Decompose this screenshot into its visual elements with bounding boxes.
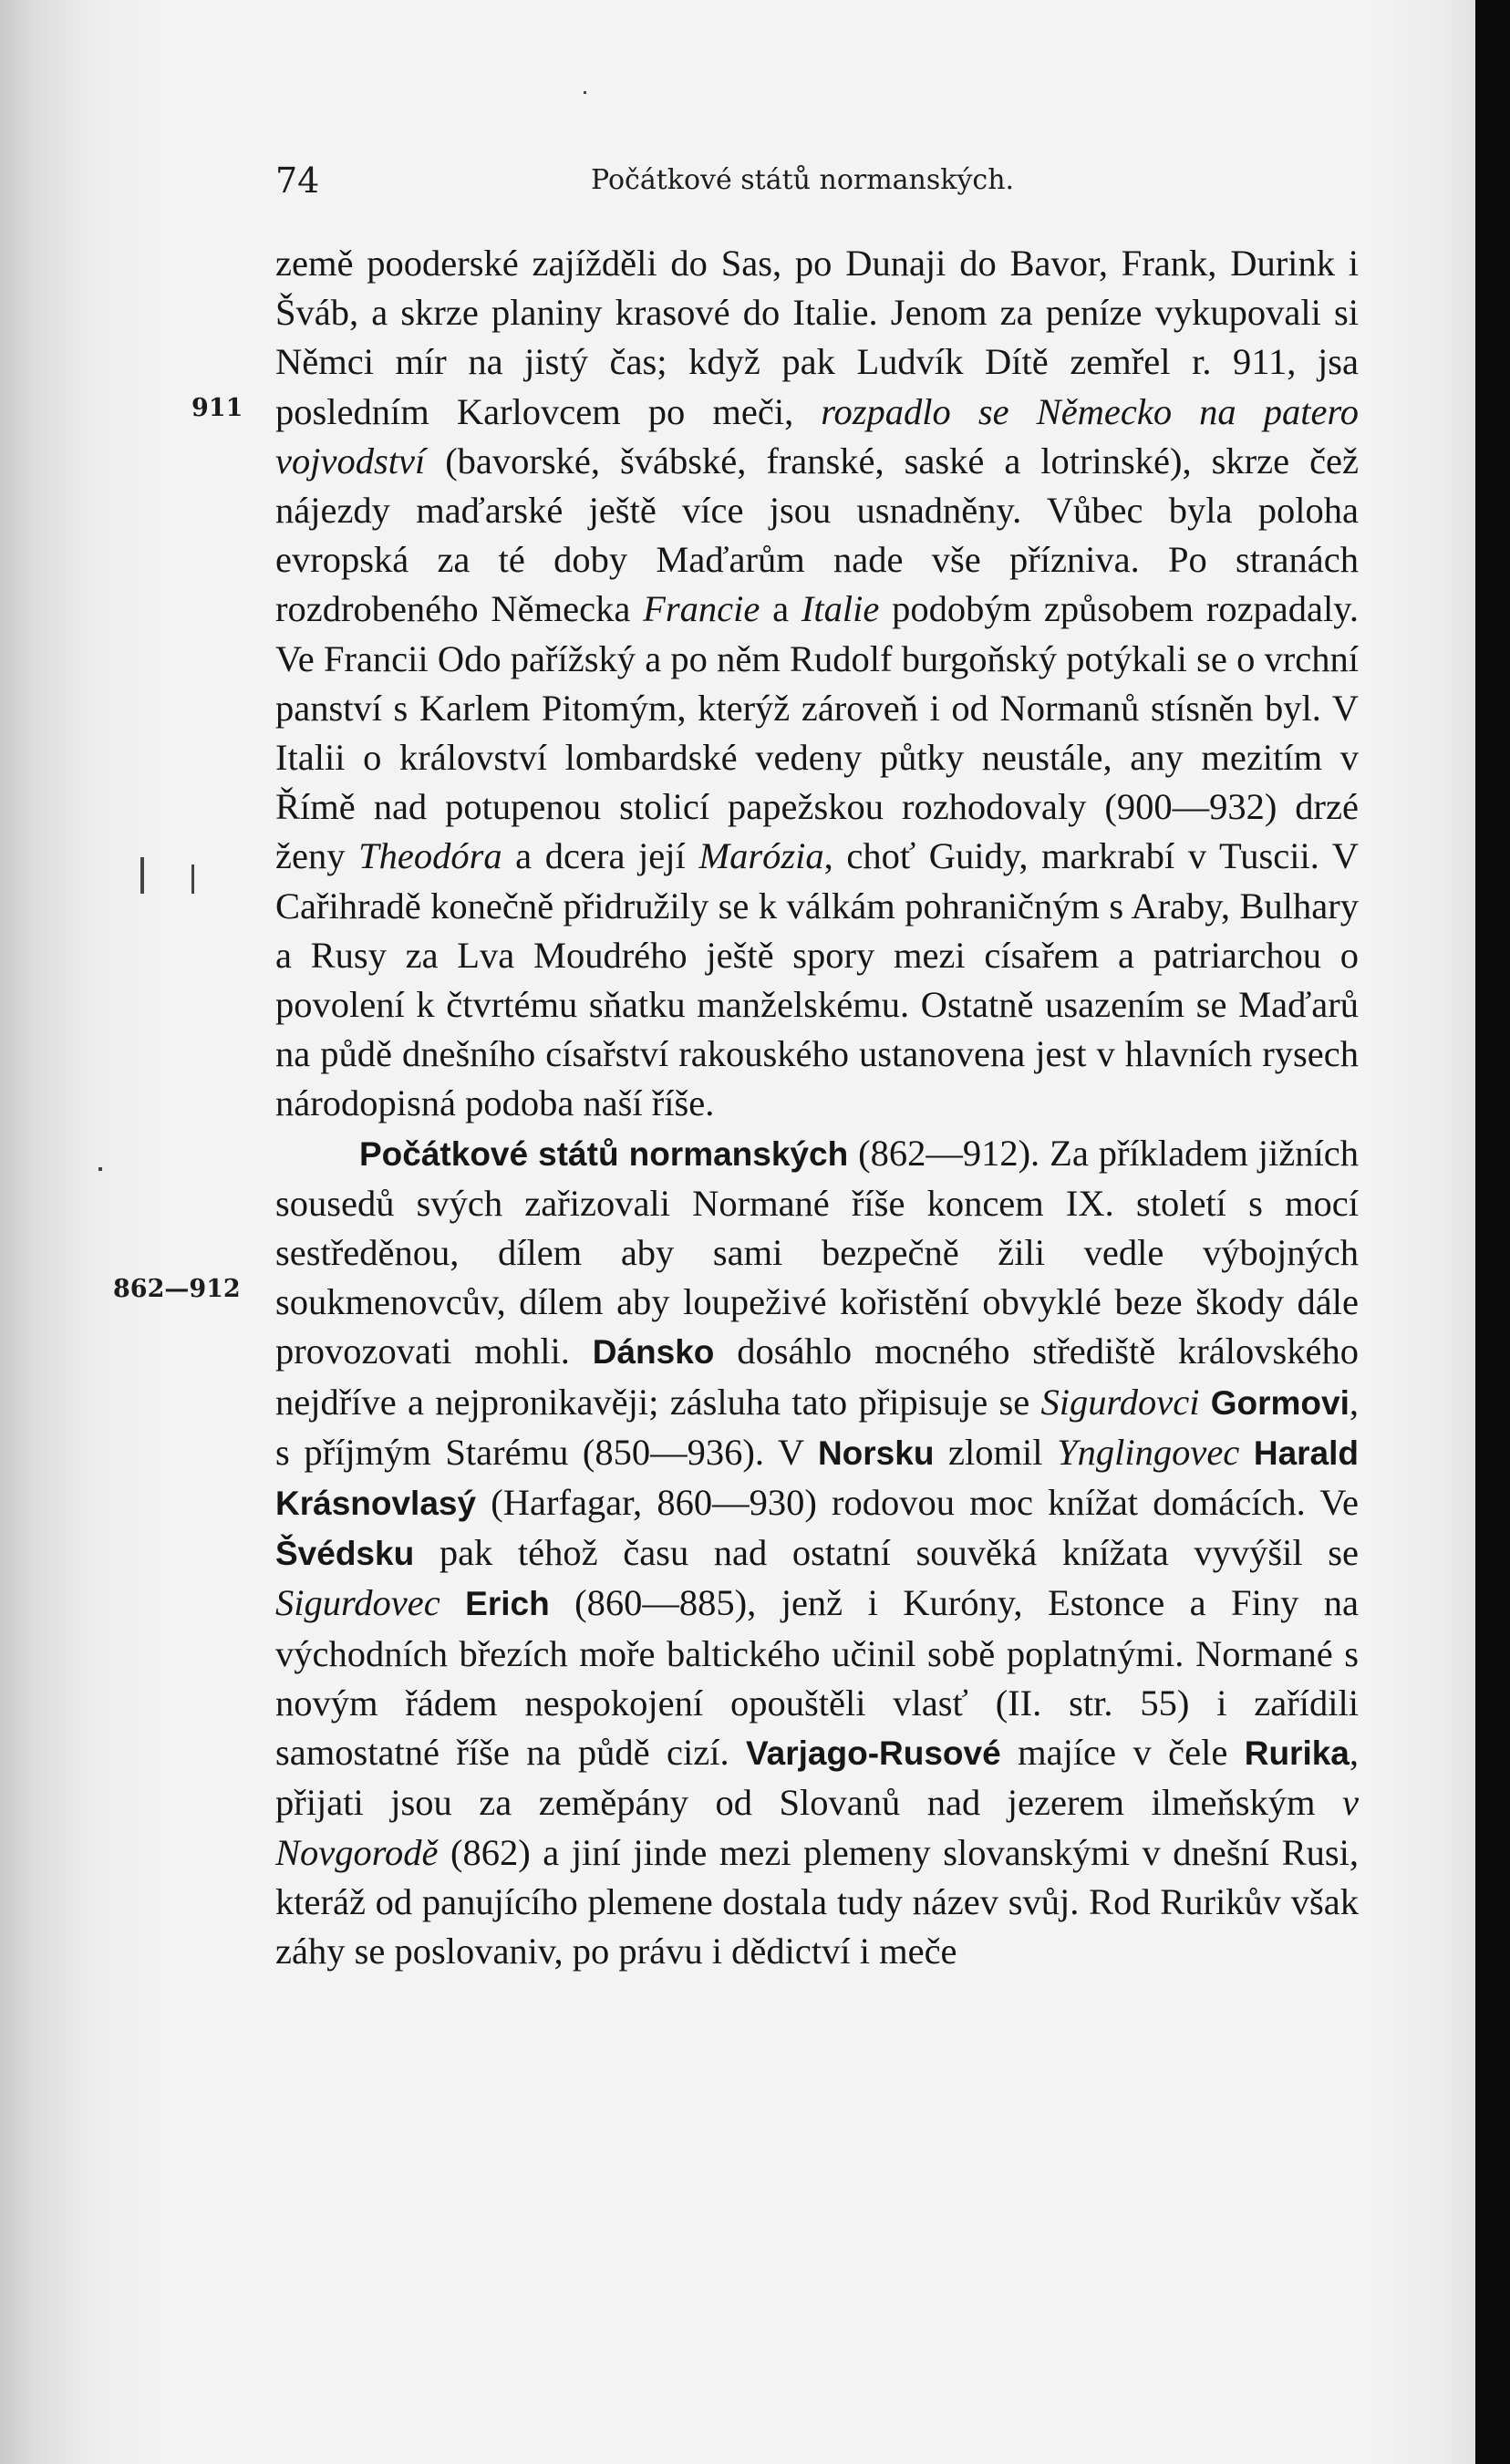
italic-run: v Novgorodě xyxy=(275,1782,1359,1873)
page-header xyxy=(0,160,1475,215)
text-run: , s příjmým Starému (850—936). V xyxy=(275,1381,1360,1473)
text-run: pak téhož času nad ostatní souvěká knížata vyvýšil se xyxy=(414,1532,1359,1574)
bold-run: Švédsku xyxy=(275,1535,415,1573)
page-number: 74 xyxy=(275,160,320,201)
text-run: a dcera její xyxy=(502,835,699,877)
italic-run: Ynglingovec xyxy=(1057,1431,1240,1473)
italic-run: Sigurdovci xyxy=(1040,1381,1200,1423)
bold-run: Harald Krásnovlasý xyxy=(275,1434,1360,1523)
text-run: majíce v čele xyxy=(1000,1732,1245,1774)
bold-run: Gormovi xyxy=(1210,1383,1350,1422)
text-run: (860—885), jenž i Kuróny, Estonce a Finy na východních březích moře baltického učinil sobě poplatnými. Normané s novým řádem nespokojení opouštěli vlasť (II. str. 55) i zařídili samostatné říše na půdě cizí. xyxy=(275,1582,1360,1774)
text-run: (862) a jiní jinde mezi plemeny slovanskými v dnešní Rusi, kteráž od panujícího plemene dostala tudy název svůj. Rod Rurikův však záhy se poslovaniv, po právu i dědictví i meče xyxy=(275,1831,1359,1972)
scan-speck xyxy=(191,864,194,894)
text-run: zlomil xyxy=(934,1431,1058,1473)
text-run: , přijati jsou za zeměpány od Slovanů nad jezerem ilmeňským xyxy=(275,1732,1359,1824)
text-run xyxy=(1239,1432,1254,1473)
scan-speck xyxy=(140,857,144,894)
margin-note-862-912: 862—912 xyxy=(113,1275,241,1303)
text-run: podobým způsobem rozpadaly. Ve Francii Odo pařížský a po něm Rudolf burgoňský potýkali se o vrchní panství s Karlem Pitomým, kterýž zároveň i od Normanů stísněn byl. V Italii o království lombardské vedeny půtky neustále, any mezitím v Římě nad potupenou stolicí papežskou rozhodovaly (900—932) drzé ženy xyxy=(275,588,1359,877)
text-run: země pooderské zajížděli do Sas, po Dunaji do Bavor, Frank, Durink i Šváb, a skrze planiny krasové do Italie. Jenom za peníze vykupovali si Němci mír na jistý čas; když pak Ludvík Dítě zemřel r. 911, jsa posledním Karlovcem po meči, xyxy=(275,243,1359,432)
italic-run: Italie xyxy=(801,588,880,630)
paragraph-magyars xyxy=(275,239,1359,1129)
text-run: (bavorské, švábské, franské, saské a lotrinské), skrze čež nájezdy maďarské ještě více jsou usnadněny. Vůbec byla poloha evropská za té doby Maďarům nade vše přízniva. Po stranách rozdrobeného Německa xyxy=(275,440,1359,630)
bold-run: Varjago-Rusové xyxy=(746,1734,1001,1773)
text-run xyxy=(1199,1382,1210,1423)
bold-run: Dánsko xyxy=(592,1333,715,1372)
italic-run: Sigurdovec xyxy=(275,1582,440,1624)
section-heading: Počátkové států normanských xyxy=(359,1134,849,1173)
italic-run: Marózia xyxy=(698,835,824,877)
scan-speck xyxy=(584,91,586,94)
bold-run: Rurika xyxy=(1244,1734,1350,1773)
text-run: (862—912). Za příkladem jižních sousedů svých zařizovali Normané říše koncem IX. století s mocí sestředěnou, dílem aby sami bezpečně žili vedle výbojných soukmenovcův, dílem aby loupeživé kořistění obvyklé beze škody dále provozovati mohli. xyxy=(275,1132,1359,1372)
scan-speck xyxy=(98,1167,102,1171)
text-run: , choť Guidy, markrabí v Tuscii. V Cařihradě konečně přidružily se k válkám pohraničným s Araby, Bulhary a Rusy za Lva Moudrého ještě spory mezi císařem a patriarchou o povolení k čtvrtému sňatku manželskému. Ostatně usazením se Maďarů na půdě dnešního císařství rakouského ustanovena jest v hlavních rysech národopisná podoba naší říše. xyxy=(275,835,1360,1124)
text-run: (Harfagar, 860—930) rodovou moc knížat domácích. Ve xyxy=(476,1482,1359,1524)
body-text xyxy=(275,239,1359,1976)
italic-run: Francie xyxy=(643,588,760,630)
paragraph-norman-states xyxy=(275,1129,1359,1976)
text-run xyxy=(440,1582,465,1623)
italic-run: Theodóra xyxy=(358,835,502,877)
running-title: Počátkové států normanských. xyxy=(591,164,1015,196)
italic-run: rozpadlo se Německo na patero vojvodství xyxy=(275,390,1359,481)
text-run: dosáhlo mocného střediště královského nejdříve a nejpronikavěji; zásluha tato připisuje se xyxy=(275,1330,1359,1423)
text-run: a xyxy=(760,588,802,630)
bold-run: Erich xyxy=(465,1585,550,1623)
bold-run: Norsku xyxy=(817,1434,935,1472)
margin-note-911: 911 xyxy=(191,394,243,422)
